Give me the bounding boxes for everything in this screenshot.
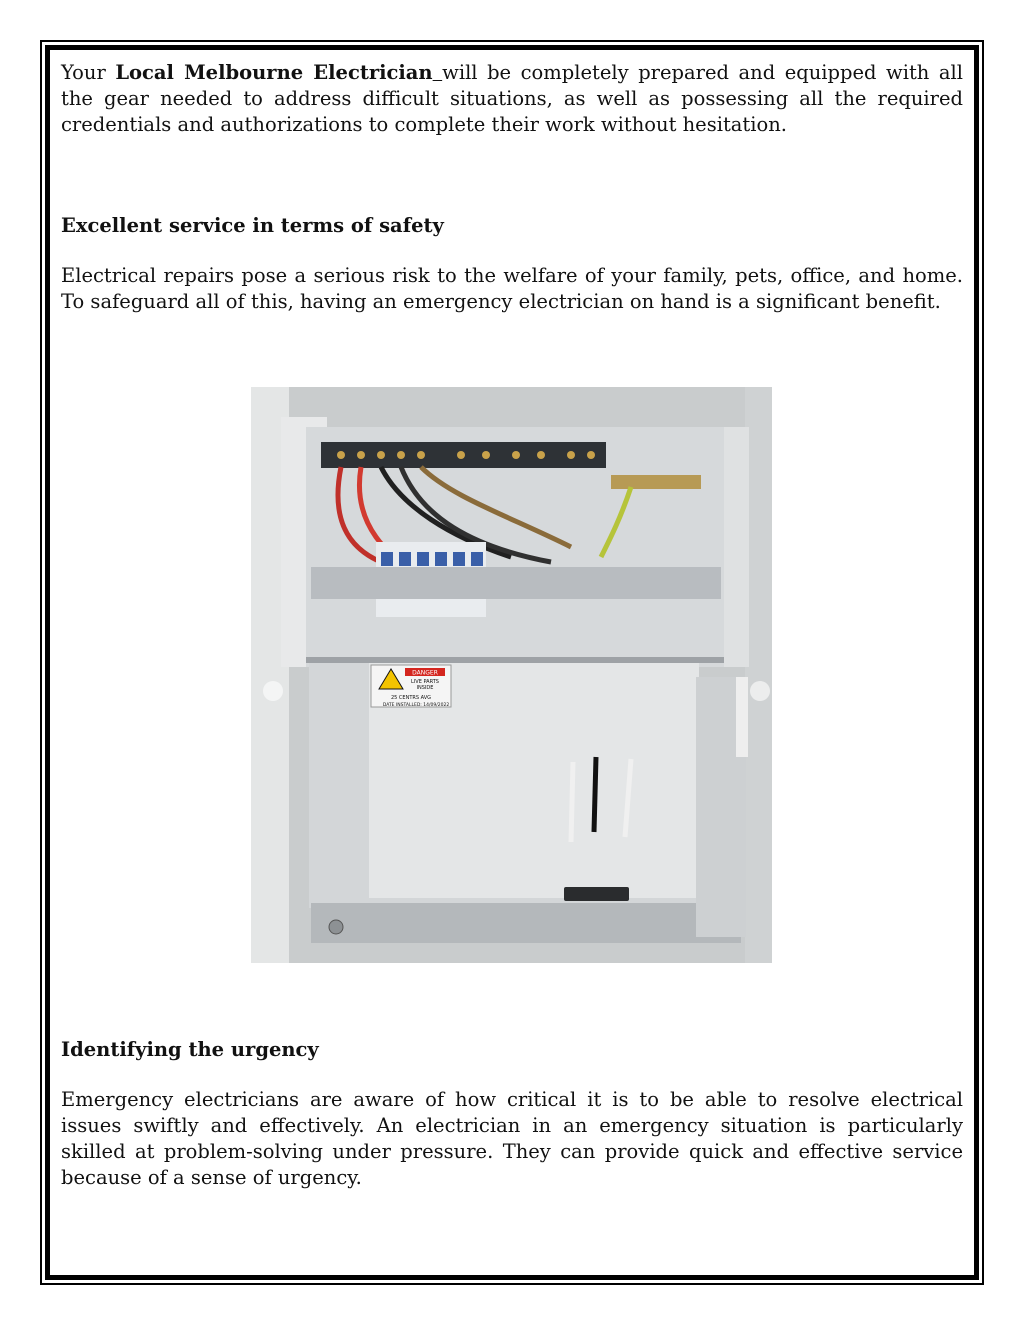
panel-divider xyxy=(306,657,724,663)
safety-paragraph: Electrical repairs pose a serious risk to the welfare of your family, pets, office, and home. To safeguard all of this, having an emergency electrician on hand is a significant benefit. xyxy=(61,264,963,313)
date-installed-label: DATE INSTALLED: 14/09/2022 xyxy=(382,703,450,708)
switchboard-photo xyxy=(251,387,772,963)
urgency-heading: Identifying the urgency xyxy=(61,1038,319,1061)
warning-line1: LIVE PARTS xyxy=(411,679,439,685)
cabinet-right-wall xyxy=(745,387,772,963)
centres-label: 25 CENTRS AVG xyxy=(390,695,432,701)
carousel-next-icon xyxy=(750,681,770,701)
din-rail xyxy=(311,567,721,599)
intro-paragraph xyxy=(61,60,963,138)
local-electrician-link[interactable]: Local Melbourne Electrician xyxy=(115,61,433,84)
danger-label: DANGER xyxy=(412,669,438,677)
intro-rest: will be completely prepared and equipped with all the gear needed to address difficult situations, as well as possessing all the required credentials and authorizations to complete their work without hesitation. xyxy=(61,61,963,136)
urgency-paragraph: Emergency electricians are aware of how critical it is to be able to resolve electrical issues swiftly and effectively. An electrician in an emergency situation is particularly skilled at problem-solving under pressure. They can provide quick and effective service because of a sense of urgency. xyxy=(61,1088,963,1189)
door-hinge xyxy=(736,677,748,757)
lock-icon xyxy=(329,920,343,934)
handle-slot xyxy=(564,887,629,901)
link-underline-space xyxy=(433,61,443,84)
carousel-prev-icon xyxy=(263,681,283,701)
earth-bar xyxy=(611,475,701,489)
safety-heading: Excellent service in terms of safety xyxy=(61,214,444,237)
intro-lead: Your xyxy=(61,61,116,84)
bottom-rail xyxy=(311,903,741,943)
warning-line2: INSIDE xyxy=(416,685,434,691)
